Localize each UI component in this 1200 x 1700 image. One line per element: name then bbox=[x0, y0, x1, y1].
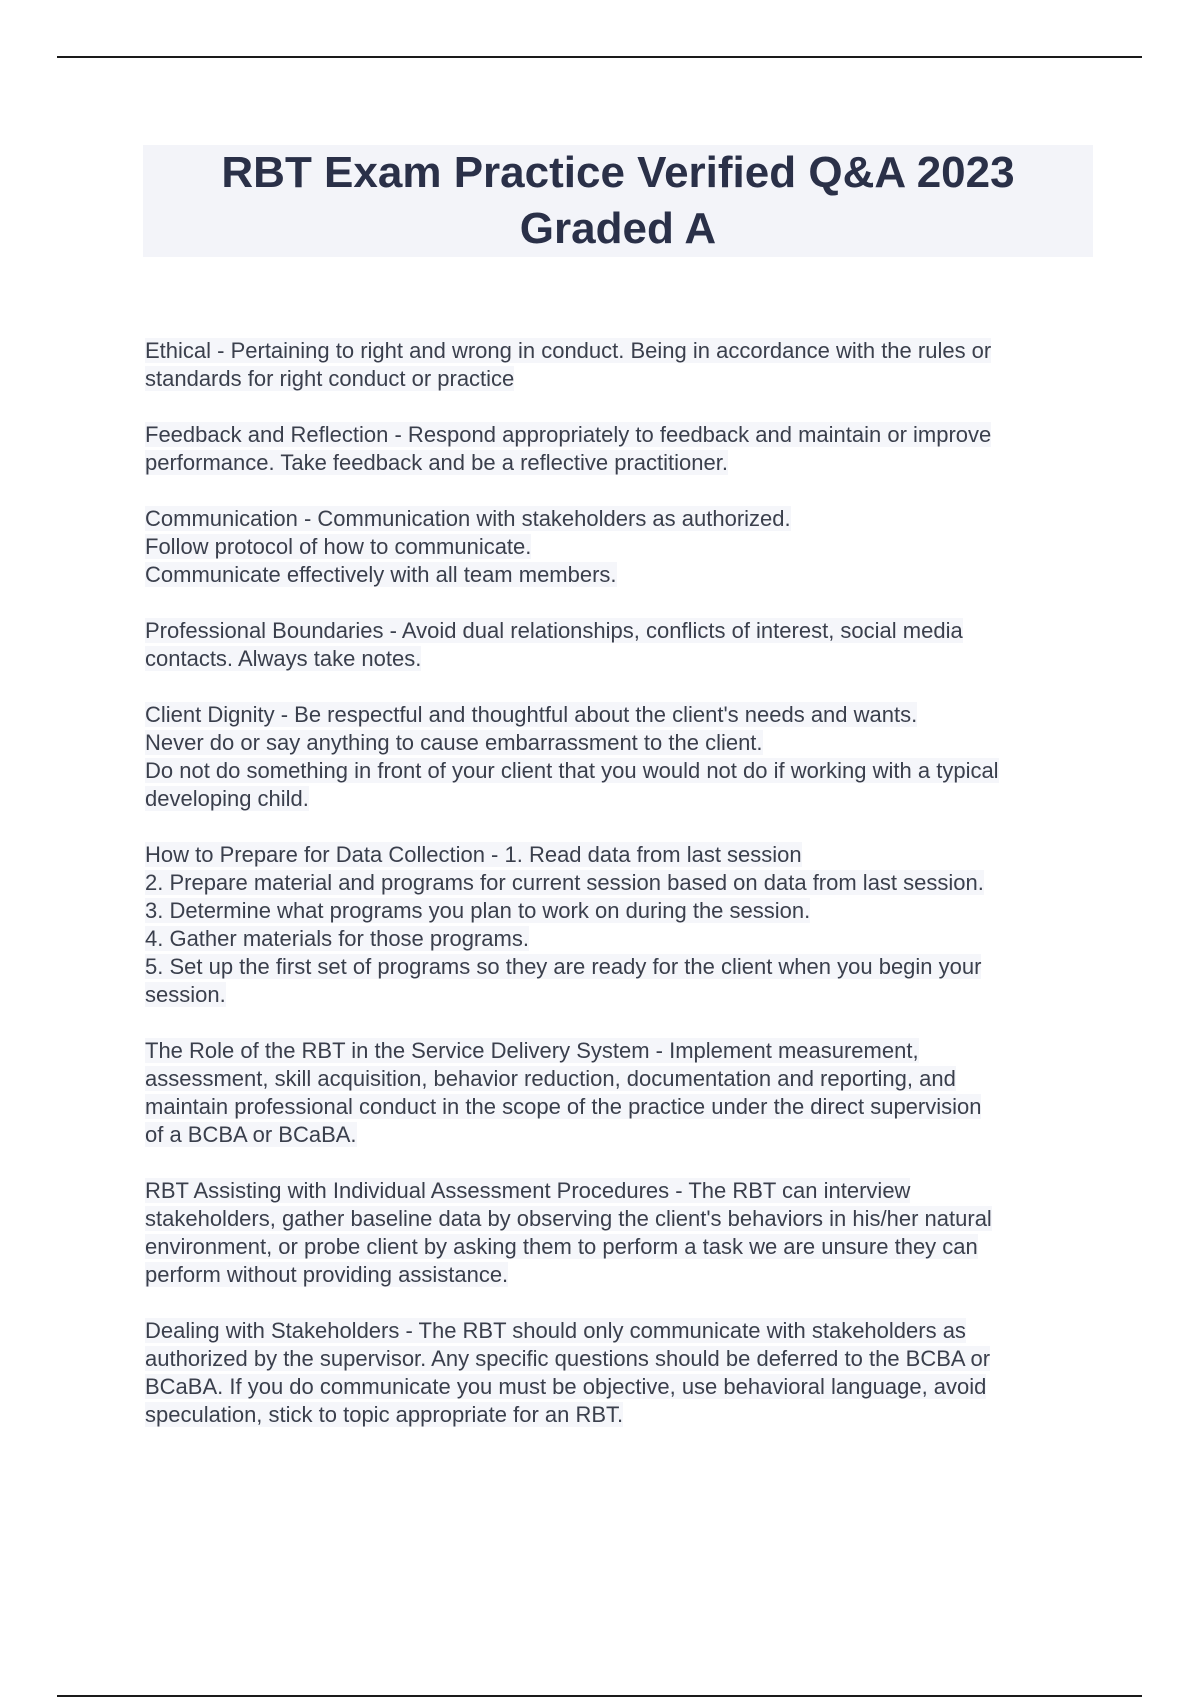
entry-line: developing child. bbox=[145, 786, 309, 811]
entry-line: stakeholders, gather baseline data by observing the client's behaviors in his/her natural bbox=[145, 1206, 992, 1231]
entry-line: Never do or say anything to cause embarrassment to the client. bbox=[145, 730, 763, 755]
entry-line: 5. Set up the first set of programs so they are ready for the client when you begin your bbox=[145, 954, 982, 979]
entry-line: 3. Determine what programs you plan to work on during the session. bbox=[145, 898, 811, 923]
entry-line: contacts. Always take notes. bbox=[145, 646, 422, 671]
entry-line: standards for right conduct or practice bbox=[145, 366, 515, 391]
entry-line: Follow protocol of how to communicate. bbox=[145, 534, 532, 559]
entry-line: performance. Take feedback and be a reflective practitioner. bbox=[145, 450, 728, 475]
entry-line: speculation, stick to topic appropriate for an RBT. bbox=[145, 1402, 624, 1427]
entry-line: The Role of the RBT in the Service Delivery System - Implement measurement, bbox=[145, 1038, 919, 1063]
entry-line: Client Dignity - Be respectful and thoughtful about the client's needs and wants. bbox=[145, 702, 918, 727]
entry-line: How to Prepare for Data Collection - 1. Read data from last session bbox=[145, 842, 802, 867]
entry-line: authorized by the supervisor. Any specific questions should be deferred to the BCBA or bbox=[145, 1346, 991, 1371]
entry-line: Do not do something in front of your client that you would not do if working with a typical bbox=[145, 758, 999, 783]
entry-line: 2. Prepare material and programs for current session based on data from last session. bbox=[145, 870, 984, 895]
entry-line: Dealing with Stakeholders - The RBT should only communicate with stakeholders as bbox=[145, 1318, 966, 1343]
entry-line: 4. Gather materials for those programs. bbox=[145, 926, 529, 951]
entry-line: Ethical - Pertaining to right and wrong in conduct. Being in accordance with the rules or bbox=[145, 338, 992, 363]
entry-dealing-with-stakeholders bbox=[145, 1317, 1090, 1429]
entry-line: environment, or probe client by asking them to perform a task we are unsure they can bbox=[145, 1234, 978, 1259]
top-rule bbox=[57, 56, 1142, 58]
entry-line: assessment, skill acquisition, behavior reduction, documentation and reporting, and bbox=[145, 1066, 956, 1091]
document-title bbox=[168, 145, 1068, 257]
entry-data-collection-prep bbox=[145, 841, 1090, 1009]
entry-professional-boundaries bbox=[145, 617, 1090, 673]
entry-line: of a BCBA or BCaBA. bbox=[145, 1122, 357, 1147]
entry-ethical bbox=[145, 337, 1090, 393]
title-line-1: RBT Exam Practice Verified Q&A 2023 bbox=[221, 148, 1015, 197]
entry-line: perform without providing assistance. bbox=[145, 1262, 509, 1287]
entry-line: maintain professional conduct in the scope of the practice under the direct supervision bbox=[145, 1094, 982, 1119]
entry-feedback-and-reflection bbox=[145, 421, 1090, 477]
entry-line: Communicate effectively with all team members. bbox=[145, 562, 617, 587]
entry-line: RBT Assisting with Individual Assessment Procedures - The RBT can interview bbox=[145, 1178, 911, 1203]
title-banner bbox=[143, 145, 1093, 257]
entry-communication bbox=[145, 505, 1090, 589]
title-line-2: Graded A bbox=[519, 204, 717, 253]
entry-line: Communication - Communication with stakeholders as authorized. bbox=[145, 506, 791, 531]
entry-line: session. bbox=[145, 982, 226, 1007]
bottom-rule bbox=[57, 1695, 1142, 1697]
document-body bbox=[145, 337, 1090, 1457]
entry-line: Feedback and Reflection - Respond appropriately to feedback and maintain or improve bbox=[145, 422, 992, 447]
entry-line: BCaBA. If you do communicate you must be objective, use behavioral language, avoid bbox=[145, 1374, 987, 1399]
entry-assessment-procedures bbox=[145, 1177, 1090, 1289]
entry-client-dignity bbox=[145, 701, 1090, 813]
entry-line: Professional Boundaries - Avoid dual relationships, conflicts of interest, social media bbox=[145, 618, 963, 643]
entry-role-of-rbt bbox=[145, 1037, 1090, 1149]
